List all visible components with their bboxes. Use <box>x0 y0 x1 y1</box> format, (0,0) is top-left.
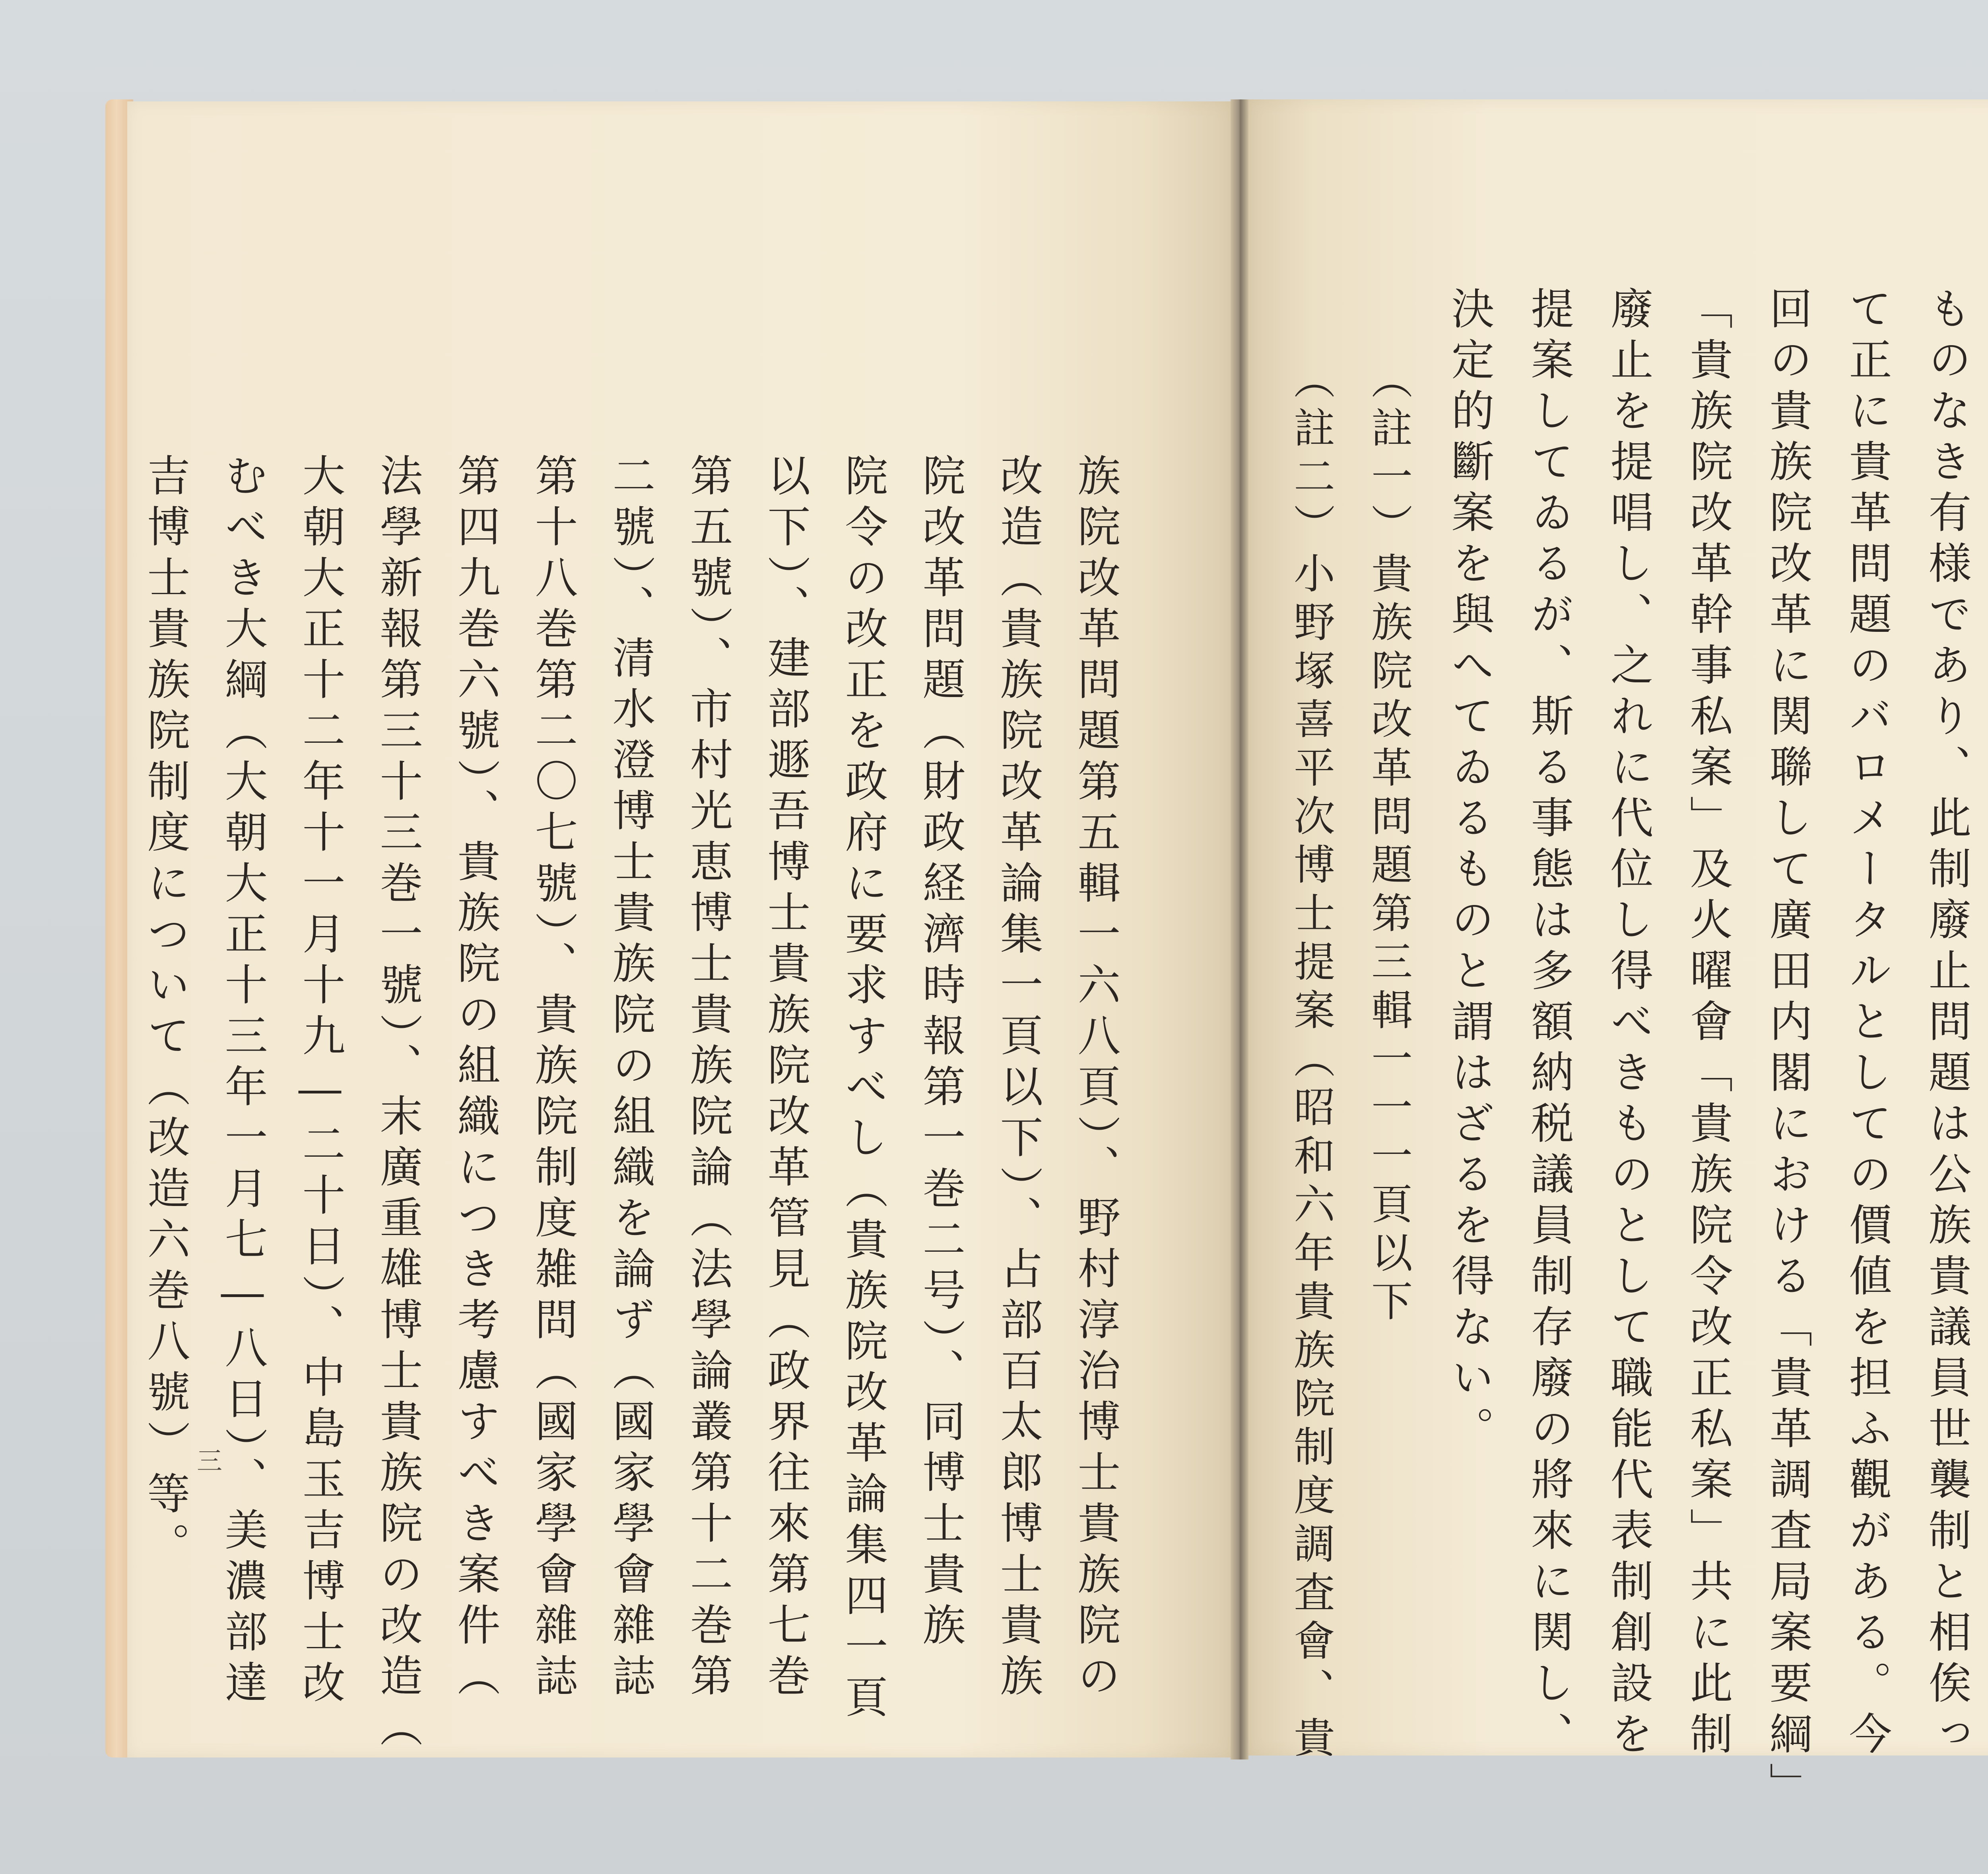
text-column: 回の貴族院改革に関聯して廣田内閣における「貴革調査局案要綱」 <box>1762 286 1812 1813</box>
text-column: 吉博士貴族院制度について（改造六巻八號）等。 <box>140 453 190 1573</box>
text-column: 族院改革問題第五輯一六八頁）、野村淳治博士貴族院の <box>1070 453 1120 1704</box>
text-column: 院改革問題（財政経濟時報第一巻二号）、同博士貴族 <box>915 453 965 1653</box>
text-column: 二號）、清水澄博士貴族院の組織を論ず（國家學會雜誌 <box>605 453 655 1704</box>
text-column: 提案してゐるが、斯る事態は多額納税議員制存廢の將來に関し、 <box>1524 286 1573 1762</box>
text-column: 「貴族院改革幹事私案」及火曜會「貴族院令改正私案」共に此制 <box>1683 286 1732 1762</box>
text-column: 第十八巻第二〇七號）、貴族院制度雑問（國家學會雜誌 <box>528 453 577 1704</box>
footnote-column: （註一）貴族院改革問題第三輯一一一頁以下 <box>1364 358 1413 1328</box>
footnote-column: （註二）小野塚喜平次博士提案（昭和六年貴族院制度調査會、貴 <box>1287 358 1335 1765</box>
text-column: 大朝大正十二年十一月十九―二十日）、中島玉吉博士改 <box>295 453 345 1711</box>
text-column: 第四九巻六號）、貴族院の組織につき考慮すべき案件（ <box>450 453 500 1704</box>
text-column: むべき大綱（大朝大正十三年一月七―八日）、美濃部達 <box>217 453 267 1711</box>
text-column: 改造（貴族院改革論集一頁以下）、占部百太郎博士貴族 <box>993 453 1043 1704</box>
text-column: 法學新報第三十三巻一號）、末廣重雄博士貴族院の改造（ <box>373 453 422 1755</box>
text-column: ものなき有様であり、此制廢止問題は公族貴議員世襲制と相俟っ <box>1921 286 1971 1762</box>
text-column: 廢止を提唱し、之れに代位し得べきものとして職能代表制創設を <box>1603 286 1653 1762</box>
left-page <box>127 101 1233 1757</box>
page-number: 三 <box>192 1447 222 1473</box>
text-column: 決定的斷案を與へてゐるものと謂はざるを得ない。 <box>1444 286 1494 1457</box>
text-column: 以下）、建部遯吾博士貴族院改革管見（政界往來第七巻 <box>760 453 810 1704</box>
book-gutter <box>1231 99 1248 1759</box>
text-column: て正に貴革問題のバロメータルとしての價値を担ふ觀がある。今 <box>1842 286 1891 1762</box>
text-column: 院令の改正を政府に要求すべし（貴族院改革論集四一頁 <box>838 453 887 1726</box>
text-column: 第五號）、市村光恵博士貴族院論（法學論叢第十二巻第 <box>683 453 732 1704</box>
